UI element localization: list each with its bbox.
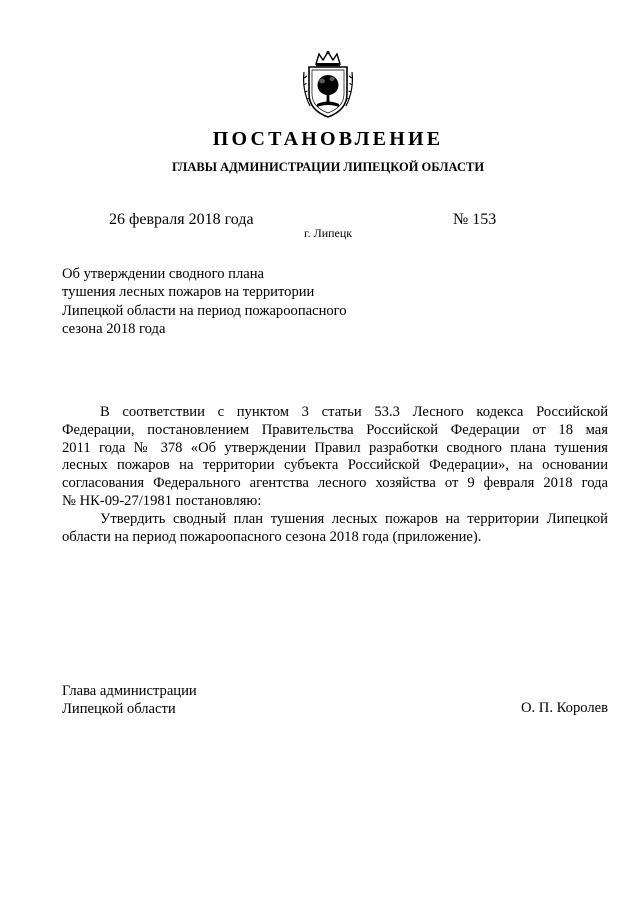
signatory-position-line: Липецкой области xyxy=(62,701,176,717)
body-line: № НК-09-27/1981 постановляю: xyxy=(62,492,262,509)
subject-line: сезона 2018 года xyxy=(62,321,166,338)
document-subtitle: ГЛАВЫ АДМИНИСТРАЦИИ ЛИПЕЦКОЙ ОБЛАСТИ xyxy=(171,160,485,174)
document-subject xyxy=(62,265,347,339)
body-line: лесных пожаров на территории субъекта Российской Федерации», на основании xyxy=(62,457,608,474)
subject-line: Об утверждении сводного плана xyxy=(62,266,265,282)
document-title: ПОСТАНОВЛЕНИЕ xyxy=(212,128,444,150)
body-line: Федерации, постановлением Правительства Российской Федерации от 18 мая xyxy=(62,421,608,438)
body-line: согласования Федерального агентства лесного хозяйства от 9 февраля 2018 года xyxy=(62,475,608,492)
signatory-position xyxy=(62,682,197,718)
document-number: № 153 xyxy=(453,211,497,228)
body-line: области на период пожароопасного сезона 2018 года (приложение). xyxy=(62,528,482,545)
body-line: Утвердить сводный план тушения лесных пожаров на территории Липецкой xyxy=(100,510,608,527)
body-line: 2011 года № 378 «Об утверждении Правил разработки сводного плана тушения xyxy=(62,439,608,456)
signatory-name: О. П. Королев xyxy=(520,700,608,716)
body-line: В соответствии с пунктом 3 статьи 53.3 Лесного кодекса Российской xyxy=(100,404,608,420)
document-date: 26 февраля 2018 года xyxy=(109,211,254,228)
subject-line: Липецкой области на период пожароопасного xyxy=(62,302,347,319)
document-body xyxy=(62,404,608,546)
document-city: г. Липецк xyxy=(304,226,353,240)
coat-of-arms-icon xyxy=(300,50,356,120)
signatory-position-line: Глава администрации xyxy=(62,683,197,699)
subject-line: тушения лесных пожаров на территории xyxy=(62,284,315,301)
